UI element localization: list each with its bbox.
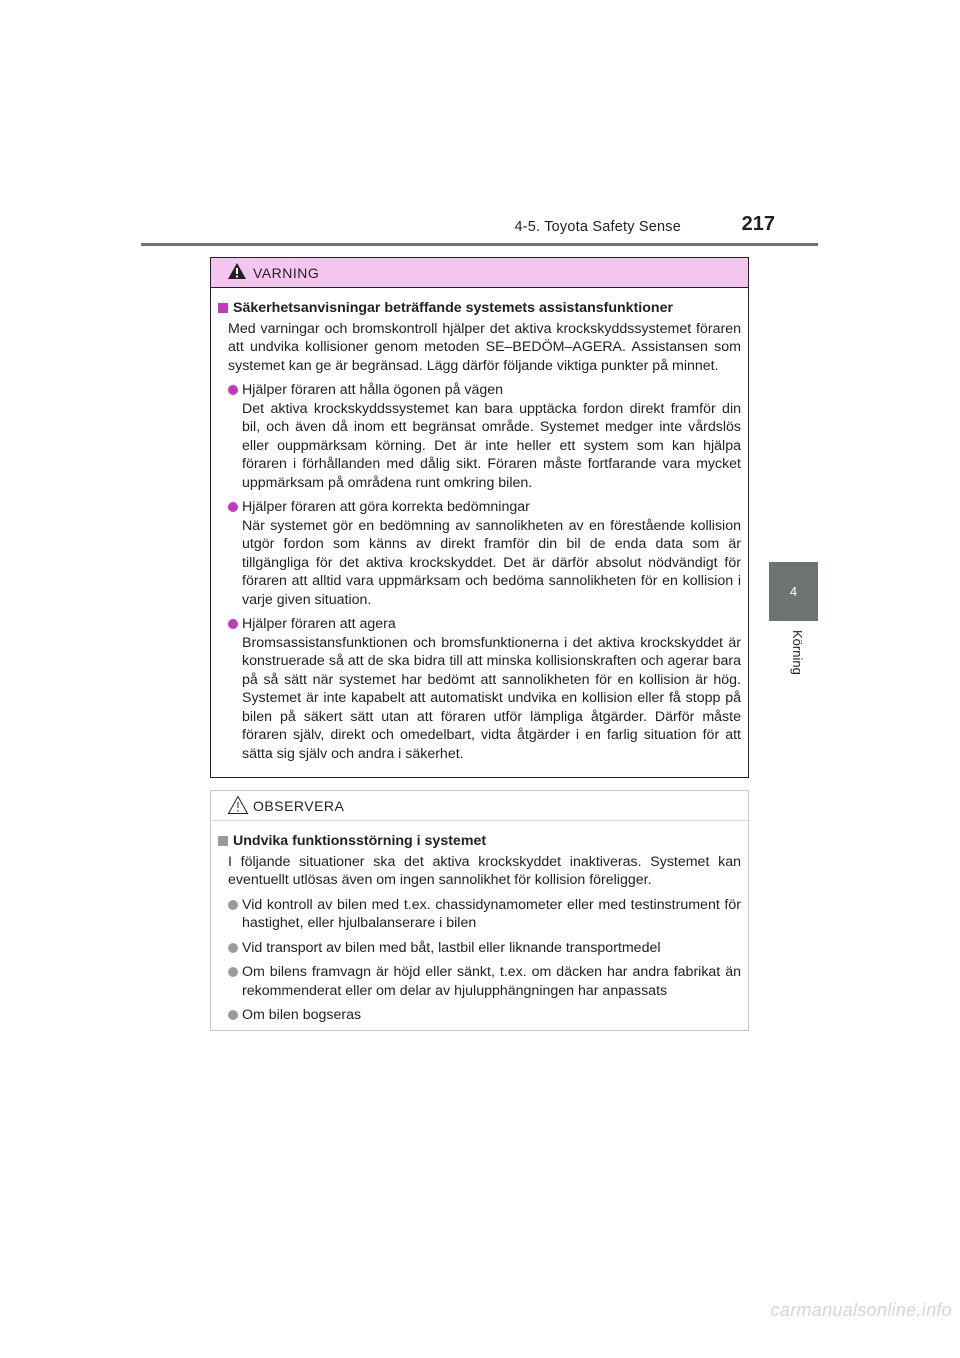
warning-heading-text: Säkerhetsanvisningar beträffande systemets assistansfunktioner — [233, 300, 673, 316]
list-item — [218, 381, 741, 492]
warning-title: VARNING — [253, 264, 320, 281]
warning-triangle-icon — [227, 262, 247, 280]
warning-box — [210, 257, 749, 778]
list-item-title: Hjälper föraren att agera — [242, 616, 396, 632]
chapter-tab — [769, 562, 818, 621]
circle-bullet-icon — [228, 943, 238, 953]
page-number: 217 — [741, 213, 775, 235]
list-item-text: Om bilens framvagn är höjd eller sänkt, t.ex. om däcken har andra fabrikat än rekommenderat eller om delar av hjulupphängningen har anpassats — [242, 964, 741, 999]
circle-bullet-icon — [228, 900, 238, 910]
watermark-logo: carmanualsonline.info — [770, 1300, 952, 1320]
list-item-text: Bromsassistansfunktionen och bromsfunktionerna i det aktiva krockskyddet är konstruerade så att de ska bidra till att minska kollisionskraften och agerar bara på så sätt när systemet har bedömt att sannolikheten för en kollision är hög. Systemet är inte kapabelt att automatiskt undvika en kollision eller få stopp på bilen på säkert sätt utan att föraren utför lämpliga åtgärder. Därför måste föraren själv, direkt och omedelbart, vidta åtgärder i en farlig situation för att sätta sig själv och andra i säkerhet. — [242, 634, 741, 762]
caution-triangle-icon — [227, 795, 249, 815]
notice-intro: I följande situationer ska det aktiva krockskyddet inaktiveras. Systemet kan eventuellt utlösas även om ingen sannolikhet för kollision föreligger. — [228, 853, 741, 888]
warning-section-heading — [218, 299, 741, 318]
notice-heading-text: Undvika funktionsstörning i systemet — [233, 833, 487, 849]
circle-bullet-icon — [228, 1010, 238, 1020]
notice-body — [211, 821, 748, 1025]
list-item-title: Hjälper föraren att göra korrekta bedömningar — [242, 499, 530, 515]
list-item-text: Vid transport av bilen med båt, lastbil eller liknande transportmedel — [242, 939, 661, 956]
warning-intro: Med varningar och bromskontroll hjälper det aktiva krockskyddssystemet föraren att undvika kollisioner genom metoden SE–BEDÖM–AGERA. Assistansen som systemet kan ge är begränsad. Lägg därför följande viktiga punkter på minnet. — [228, 320, 741, 374]
chapter-tab-label: Körning — [790, 630, 805, 675]
circle-bullet-icon — [228, 385, 238, 395]
list-item — [218, 896, 741, 933]
header-divider — [141, 243, 818, 246]
list-item — [218, 939, 741, 958]
list-item — [218, 963, 741, 1000]
square-bullet-icon — [218, 836, 228, 846]
notice-header — [211, 791, 748, 821]
circle-bullet-icon — [228, 619, 238, 629]
list-item-title: Hjälper föraren att hålla ögonen på vägen — [242, 382, 504, 398]
list-item — [218, 615, 741, 763]
notice-section-heading — [218, 832, 741, 851]
list-item-text: Vid kontroll av bilen med t.ex. chassidynamometer eller med testinstrument för hastighet, eller hjulbalanserare i bilen — [242, 896, 741, 931]
square-bullet-icon — [218, 303, 228, 313]
circle-bullet-icon — [228, 502, 238, 512]
chapter-tab-number: 4 — [789, 584, 798, 599]
circle-bullet-icon — [228, 967, 238, 977]
list-item — [218, 498, 741, 609]
list-item — [218, 1006, 741, 1025]
warning-header — [211, 258, 748, 288]
notice-title: OBSERVERA — [253, 797, 345, 814]
list-item-text: Om bilen bogseras — [242, 1007, 362, 1023]
header-section-title: 4-5. Toyota Safety Sense — [514, 219, 681, 235]
notice-box — [210, 790, 749, 1031]
warning-body — [211, 288, 748, 763]
list-item-text: När systemet gör en bedömning av sannolikheten av en förestående kollision utgör fordon som känns av direkt framför din bil de enda data som är tillgängliga för det aktiva krockskyddet. Det är därför absolut nödvändigt för föraren att alltid vara uppmärksam och bedöma sannolikheten för en kollision i varje given situation. — [242, 517, 741, 608]
list-item-text: Det aktiva krockskyddssystemet kan bara upptäcka fordon direkt framför din bil, och även då inom ett begränsat område. Systemet medger inte vårdslös eller ouppmärksam körning. Det är inte heller ett system som kan hjälpa föraren i förhållanden med dålig sikt. Föraren måste fortfarande vara mycket uppmärksam på områdena runt omkring bilen. — [242, 400, 741, 491]
